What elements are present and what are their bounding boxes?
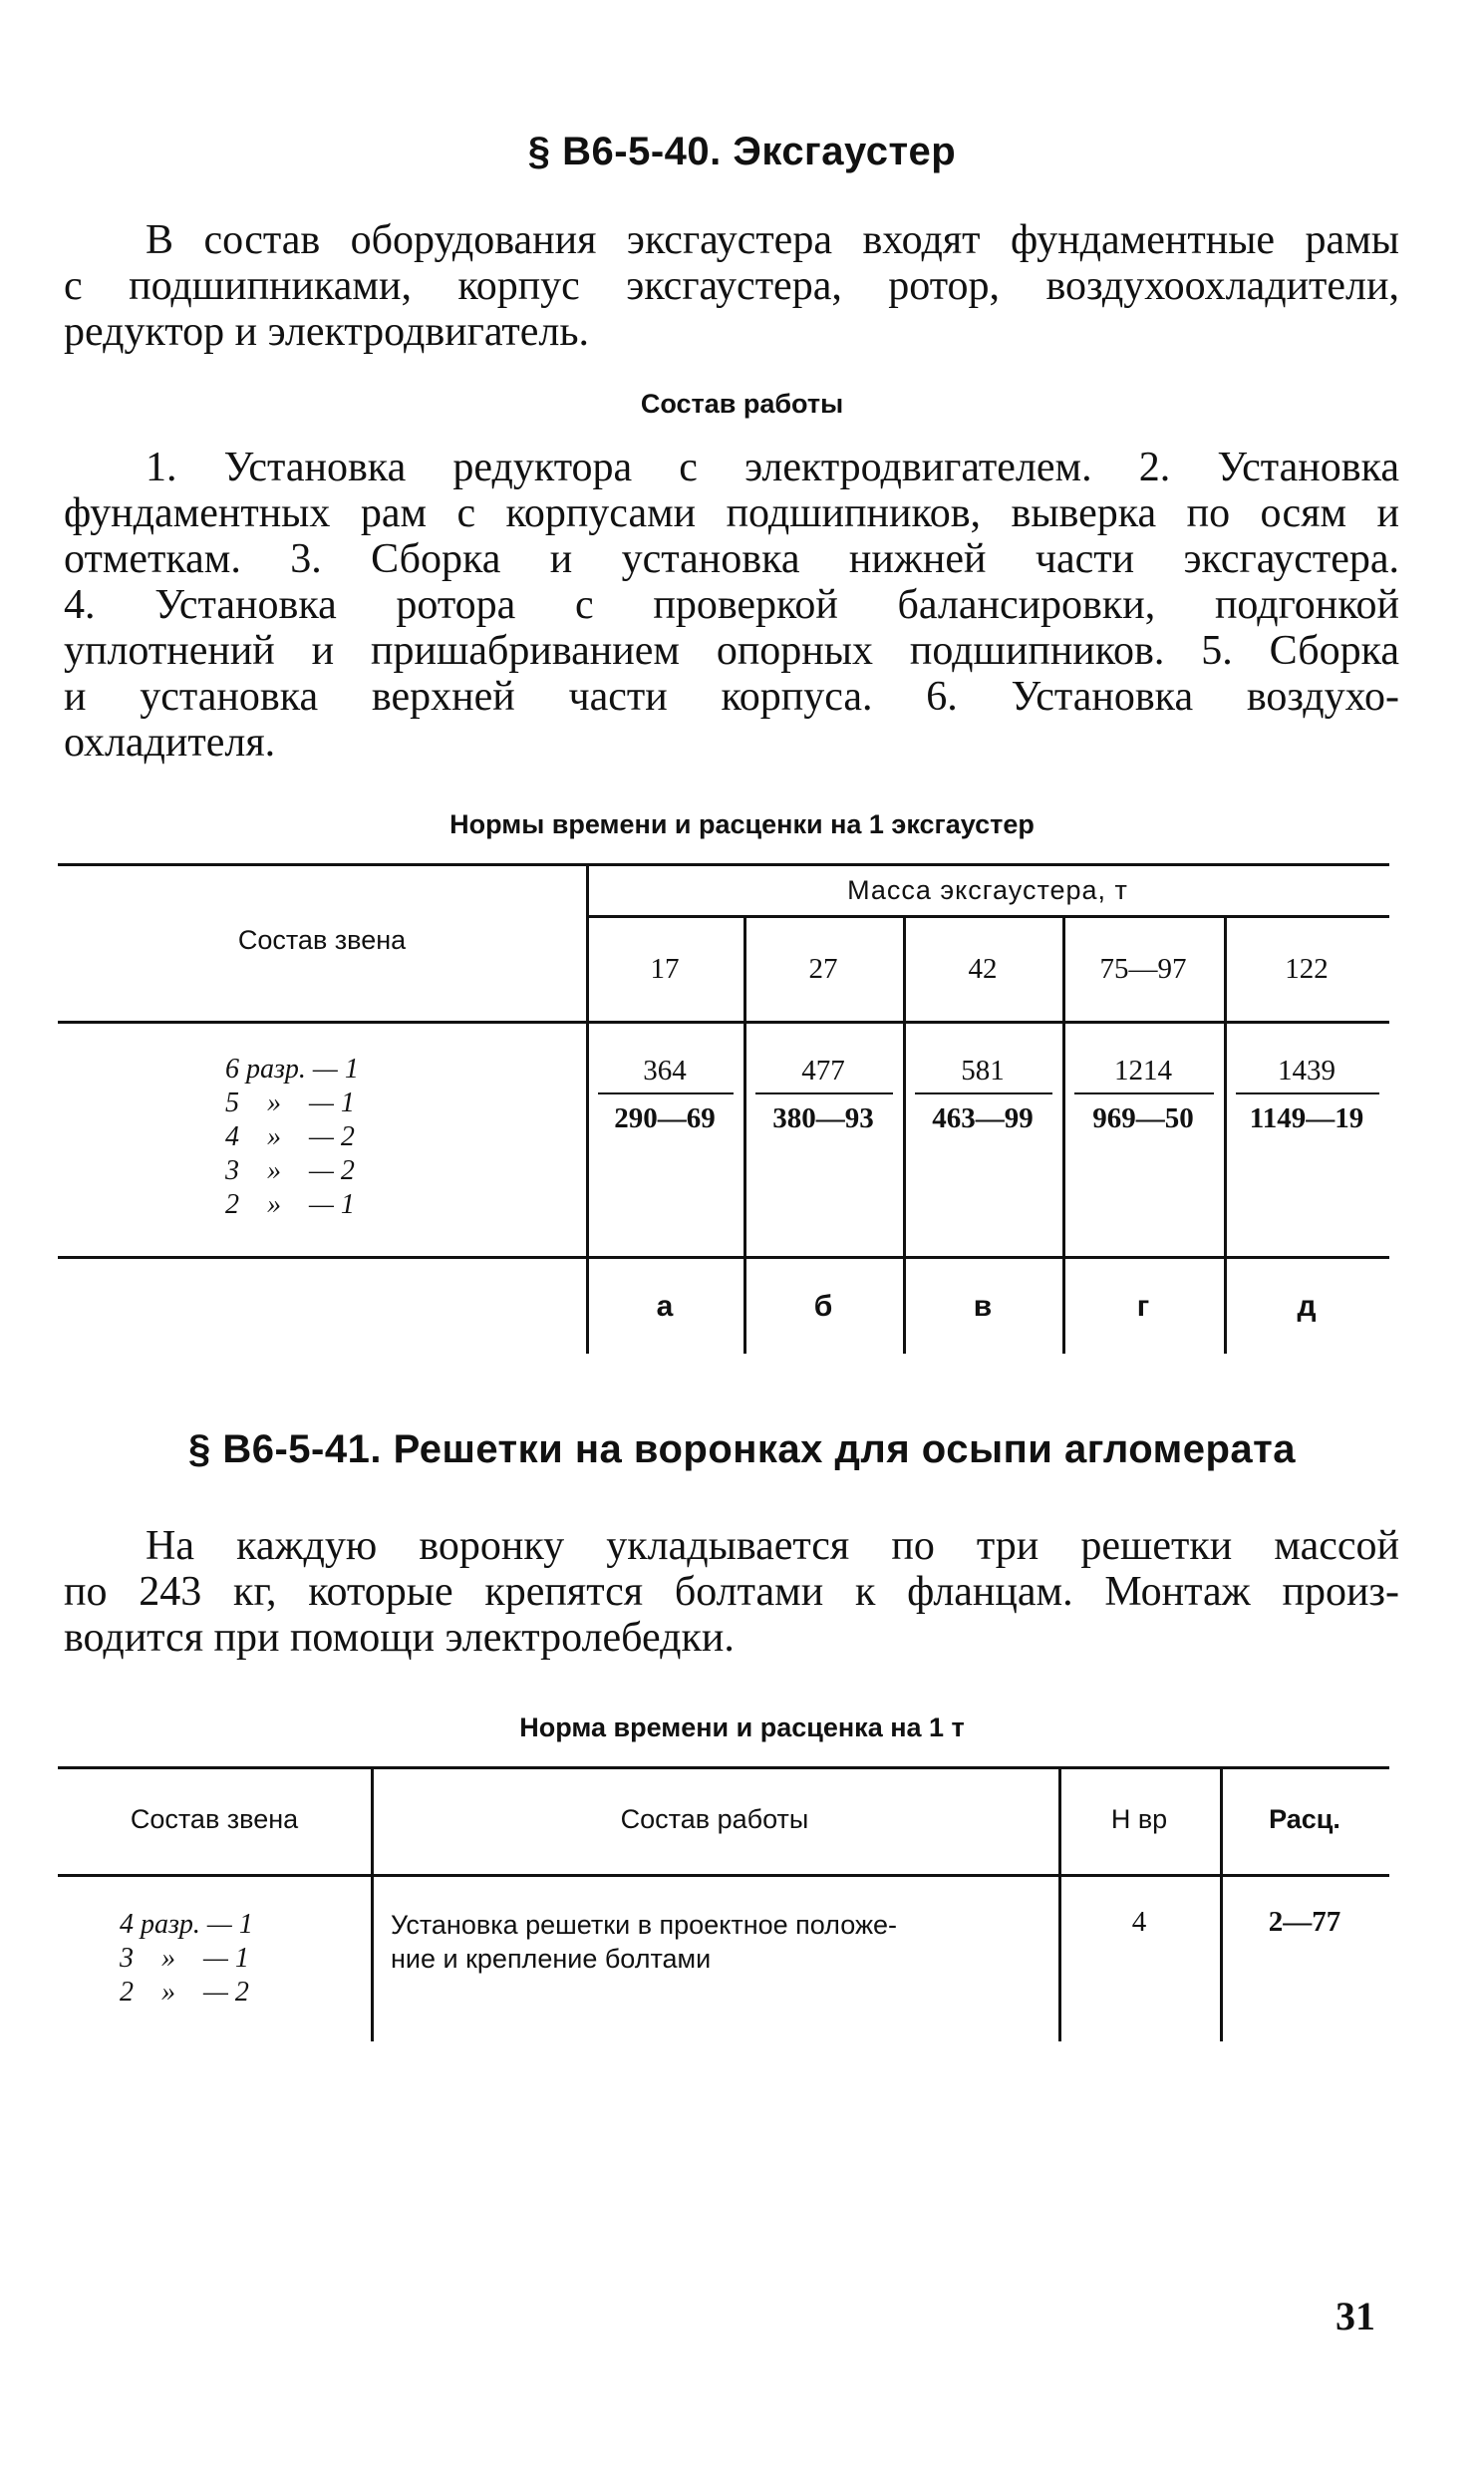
price-value: 1149—19 xyxy=(1249,1102,1364,1134)
price-value: 969—50 xyxy=(1092,1102,1194,1134)
norm-value: 4 xyxy=(1131,1906,1147,1938)
crew-composition xyxy=(120,1908,253,2010)
crew-line: 3 » — 2 xyxy=(225,1155,355,1186)
crew-line: 4 разр. — 1 xyxy=(120,1909,253,1940)
text-line: 1. Установка редуктора с электродвигателем. 2. Установка xyxy=(146,445,1399,490)
text-line: На каждую воронку укладывается по три решетки массой xyxy=(146,1523,1399,1569)
table-rule xyxy=(58,1021,1389,1024)
norm-value: 1214 xyxy=(1114,1055,1172,1087)
text-line: по 243 кг, которые крепятся болтами к фланцам. Монтаж произ- xyxy=(64,1569,1399,1615)
work-description xyxy=(391,1908,1048,1976)
fraction-line xyxy=(598,1092,734,1094)
mass-value: 27 xyxy=(808,953,838,985)
price-header: Расц. xyxy=(1269,1804,1340,1834)
norm-value: 364 xyxy=(643,1055,687,1087)
table-rule xyxy=(58,1256,1389,1259)
text-line: охладителя. xyxy=(64,720,276,766)
section2-intro-paragraph xyxy=(64,1523,1399,1661)
norm-value: 1439 xyxy=(1278,1055,1336,1087)
crew-composition xyxy=(225,1053,359,1222)
price-value: 290—69 xyxy=(614,1102,716,1134)
column-letter: в xyxy=(973,1290,993,1323)
work-line: ние и крепление болтами xyxy=(391,1944,712,1974)
crew-header: Состав звена xyxy=(130,1804,299,1834)
mass-header: Масса эксгаустера, т xyxy=(847,875,1128,905)
text-line: с подшипниками, корпус эксгаустера, ротор, воздухоохладители, xyxy=(64,263,1399,309)
fraction-line xyxy=(915,1092,1052,1094)
norm-value: 477 xyxy=(801,1055,845,1087)
work-heading: Состав работы xyxy=(640,389,844,419)
text-line: уплотнений и пришабриванием опорных подшипников. 5. Сборка xyxy=(64,628,1399,674)
table2-caption: Норма времени и расценка на 1 т xyxy=(519,1712,965,1742)
table-rule xyxy=(58,1766,1389,1769)
text-line: редуктор и электродвигатель. xyxy=(64,309,590,355)
crew-header: Состав звена xyxy=(237,925,407,955)
norms-table xyxy=(58,863,1389,1354)
table-rule xyxy=(58,863,1389,866)
mass-value: 122 xyxy=(1285,953,1329,985)
mass-value: 75—97 xyxy=(1099,953,1187,985)
text-line: водится при помощи электролебедки. xyxy=(64,1615,735,1661)
crew-line: 6 разр. — 1 xyxy=(225,1054,359,1085)
work-paragraph xyxy=(64,445,1399,766)
norm-value: 581 xyxy=(961,1055,1005,1087)
crew-line: 3 » — 1 xyxy=(120,1943,249,1974)
fraction-line xyxy=(1236,1092,1379,1094)
fraction-line xyxy=(755,1092,893,1094)
mass-value: 42 xyxy=(968,953,998,985)
norm-table xyxy=(58,1766,1389,2041)
crew-line: 5 » — 1 xyxy=(225,1087,355,1118)
table1-caption: Нормы времени и расценки на 1 эксгаустер xyxy=(449,809,1035,839)
page-number: 31 xyxy=(1336,2294,1375,2338)
norm-header: Н вр xyxy=(1110,1804,1168,1834)
crew-line: 4 » — 2 xyxy=(225,1121,355,1152)
work-line: Установка решетки в проектное положе- xyxy=(391,1910,898,1940)
column-letter: а xyxy=(656,1290,674,1323)
text-line: В состав оборудования эксгаустера входят фундаментные рамы xyxy=(146,217,1399,263)
text-line: 4. Установка ротора с проверкой балансировки, подгонкой xyxy=(64,582,1399,628)
work-header: Состав работы xyxy=(620,1804,809,1834)
column-letter: г xyxy=(1136,1290,1150,1323)
table-rule xyxy=(58,1874,1389,1877)
column-letter: б xyxy=(813,1290,833,1323)
section-title-b6-5-41: § В6-5-41. Решетки на воронках для осыпи агломерата xyxy=(187,1427,1297,1471)
price-value: 2—77 xyxy=(1268,1906,1341,1938)
crew-line: 2 » — 2 xyxy=(120,1977,249,2008)
fraction-line xyxy=(1074,1092,1214,1094)
price-value: 463—99 xyxy=(932,1102,1034,1134)
text-line: и установка верхней части корпуса. 6. Установка воздухо- xyxy=(64,674,1399,720)
text-line: фундаментных рам с корпусами подшипников, выверка по осям и xyxy=(64,490,1399,536)
section1-intro-paragraph xyxy=(64,217,1399,355)
crew-line: 2 » — 1 xyxy=(225,1189,355,1220)
table-rule xyxy=(586,915,1389,918)
column-letter: д xyxy=(1297,1290,1317,1323)
text-line: отметкам. 3. Сборка и установка нижней части эксгаустера. xyxy=(64,536,1399,582)
mass-value: 17 xyxy=(650,953,680,985)
price-value: 380—93 xyxy=(772,1102,874,1134)
section-title-b6-5-40: § В6-5-40. Эксгаустер xyxy=(527,130,957,173)
